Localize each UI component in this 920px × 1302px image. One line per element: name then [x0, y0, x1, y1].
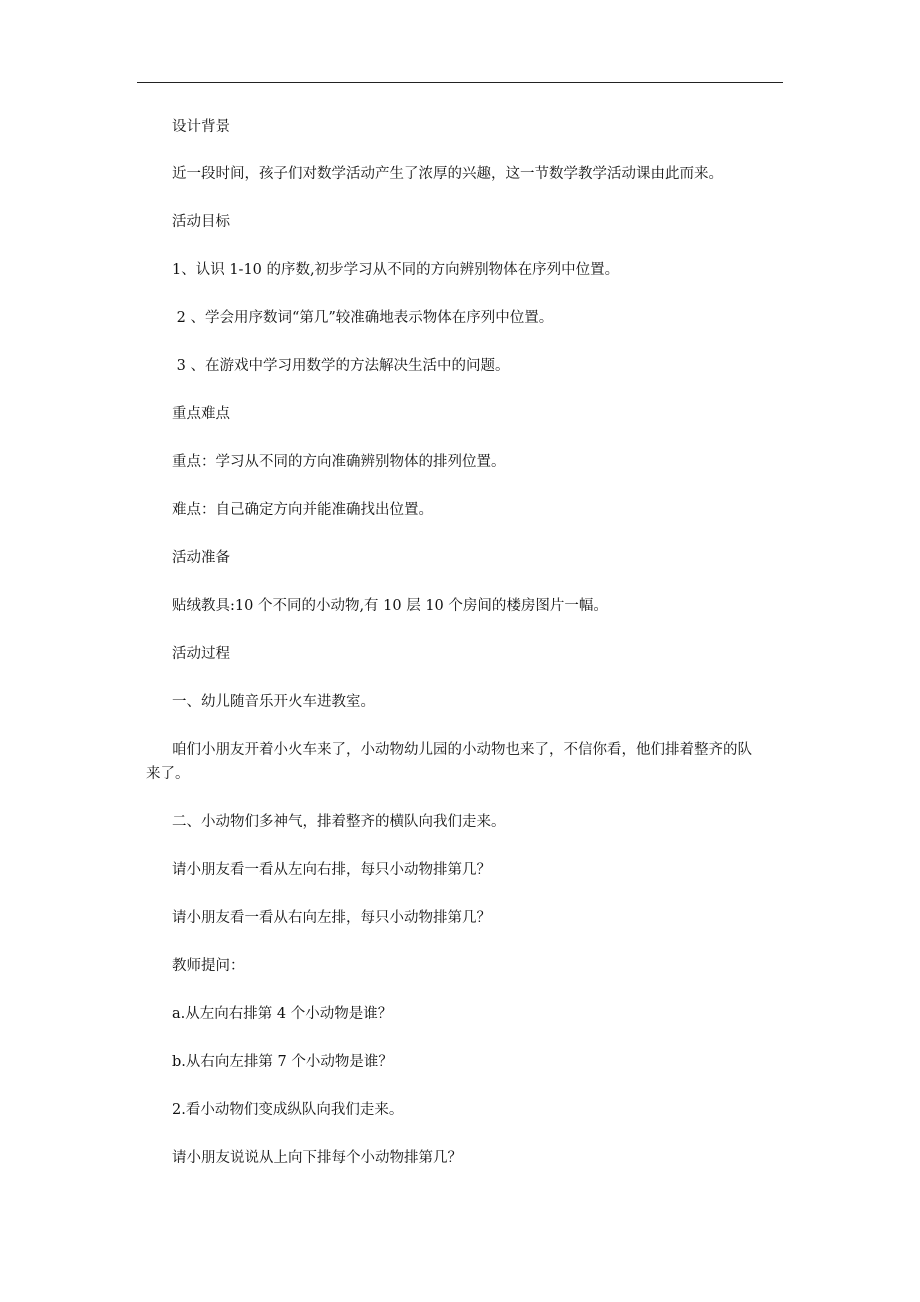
teacher-question-b: b.从右向左排第 7 个小动物是谁？ [172, 1054, 393, 1070]
goal-item-3: 3 、在游戏中学习用数学的方法解决生活中的问题。 [172, 358, 510, 374]
goal-item-1: 1、认识 1-10 的序数,初步学习从不同的方向辨别物体在序列中位置。 [172, 262, 620, 278]
teacher-questions-label: 教师提问： [172, 958, 245, 974]
question-right-to-left: 请小朋友看一看从右向左排，每只小动物排第几？ [172, 910, 491, 926]
header-rule [137, 82, 783, 83]
question-top-to-bottom: 请小朋友说说从上向下排每个小动物排第几？ [172, 1150, 462, 1166]
teacher-question-a: a.从左向右排第 4 个小动物是谁？ [172, 1006, 393, 1022]
heading-design-background: 设计背景 [172, 119, 230, 135]
process-step-1: 一、幼儿随音乐开火车进教室。 [172, 694, 375, 710]
paragraph-background: 近一段时间，孩子们对数学活动产生了浓厚的兴趣，这一节数学教学活动课由此而来。 [172, 166, 723, 182]
question-left-to-right: 请小朋友看一看从左向右排，每只小动物排第几？ [172, 862, 491, 878]
heading-activity-goals: 活动目标 [172, 214, 230, 230]
key-point: 重点：学习从不同的方向准确辨别物体的排列位置。 [172, 454, 506, 470]
process-step-2: 二、小动物们多神气，排着整齐的横队向我们走来。 [172, 814, 506, 830]
preparation-text: 贴绒教具:10 个不同的小动物,有 10 层 10 个房间的楼房图片一幅。 [172, 598, 608, 614]
goal-item-2: 2 、学会用序数词“第几”较准确地表示物体在序列中位置。 [172, 310, 554, 326]
difficult-point: 难点：自己确定方向并能准确找出位置。 [172, 502, 433, 518]
heading-key-points: 重点难点 [172, 406, 230, 422]
process-step-1-detail: 咱们小朋友开着小火车来了，小动物幼儿园的小动物也来了，不信你看，他们排着整齐的队来了。 [146, 742, 752, 782]
process-step-2-sub: 2.看小动物们变成纵队向我们走来。 [172, 1102, 404, 1118]
heading-preparation: 活动准备 [172, 550, 230, 566]
heading-process: 活动过程 [172, 646, 230, 662]
